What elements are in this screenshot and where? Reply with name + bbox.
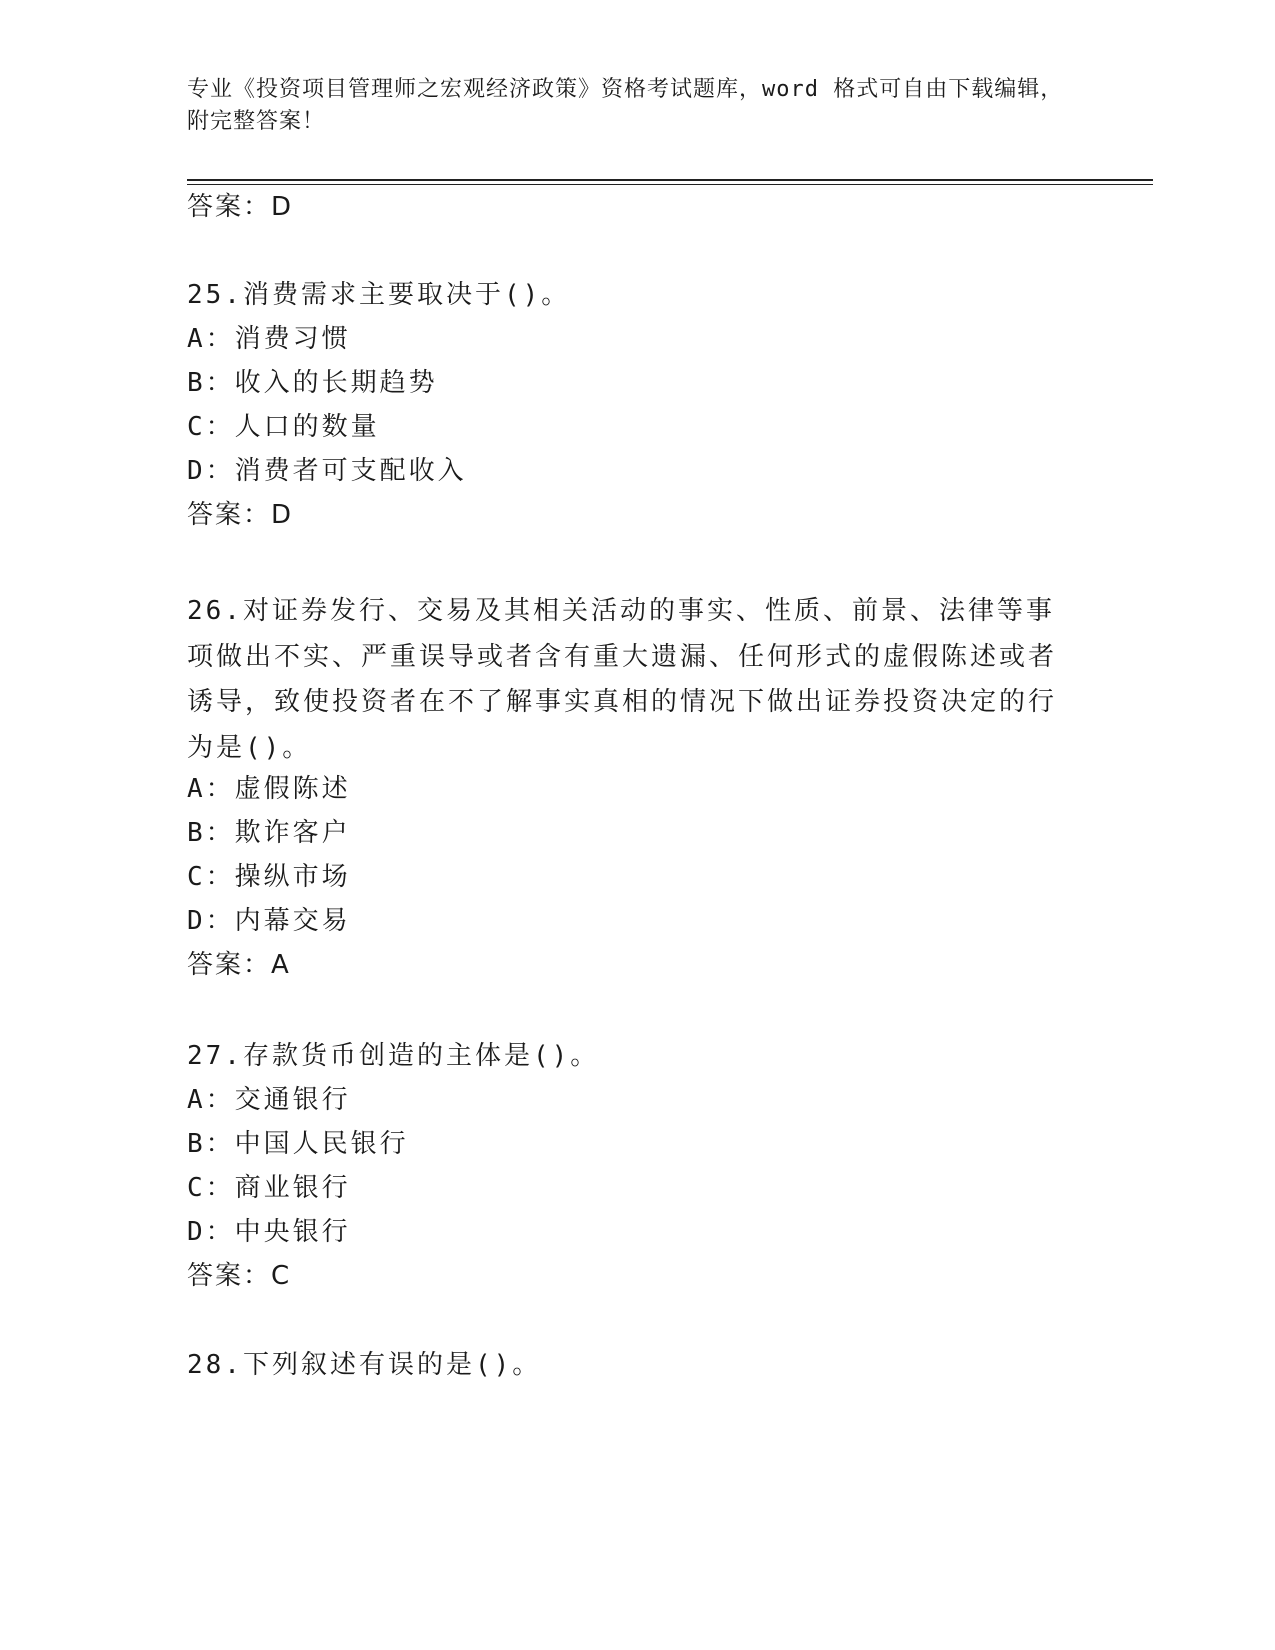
question-25-option-a: A：消费习惯 <box>187 324 351 354</box>
question-27-option-d: D：中央银行 <box>187 1217 351 1247</box>
question-26-answer: 答案：A <box>187 950 291 980</box>
question-25-option-d: D：消费者可支配收入 <box>187 456 467 486</box>
question-28-stem: 28.下列叙述有误的是()。 <box>187 1350 542 1380</box>
header-rule-thick <box>187 179 1153 181</box>
document-header: 专业《投资项目管理师之宏观经济政策》资格考试题库，word 格式可自由下载编辑，附完整答案！ <box>187 77 1064 134</box>
question-27-option-c: C：商业银行 <box>187 1173 351 1203</box>
previous-answer: 答案：D <box>187 192 294 222</box>
question-26-option-c: C：操纵市场 <box>187 862 351 892</box>
question-26-option-a: A：虚假陈述 <box>187 774 351 804</box>
question-25-option-c: C：人口的数量 <box>187 412 380 442</box>
question-27-option-a: A：交通银行 <box>187 1085 351 1115</box>
question-25-stem: 25.消费需求主要取决于()。 <box>187 280 571 310</box>
question-26-stem: 26.对证券发行、交易及其相关活动的事实、性质、前景、法律等事项做出不实、严重误导或者含有重大遗漏、任何形式的虚假陈述或者诱导，致使投资者在不了解事实真相的情况下做出证券投资决定的行为是()。 <box>187 596 1058 763</box>
question-27-stem: 27.存款货币创造的主体是()。 <box>187 1041 600 1071</box>
question-27-answer: 答案：C <box>187 1261 292 1291</box>
question-25-answer: 答案：D <box>187 500 294 530</box>
question-26-option-d: D：内幕交易 <box>187 906 351 936</box>
question-27-option-b: B：中国人民银行 <box>187 1129 409 1159</box>
question-25-option-b: B：收入的长期趋势 <box>187 368 438 398</box>
question-26-option-b: B：欺诈客户 <box>187 818 351 848</box>
header-rule-thin <box>187 184 1153 185</box>
